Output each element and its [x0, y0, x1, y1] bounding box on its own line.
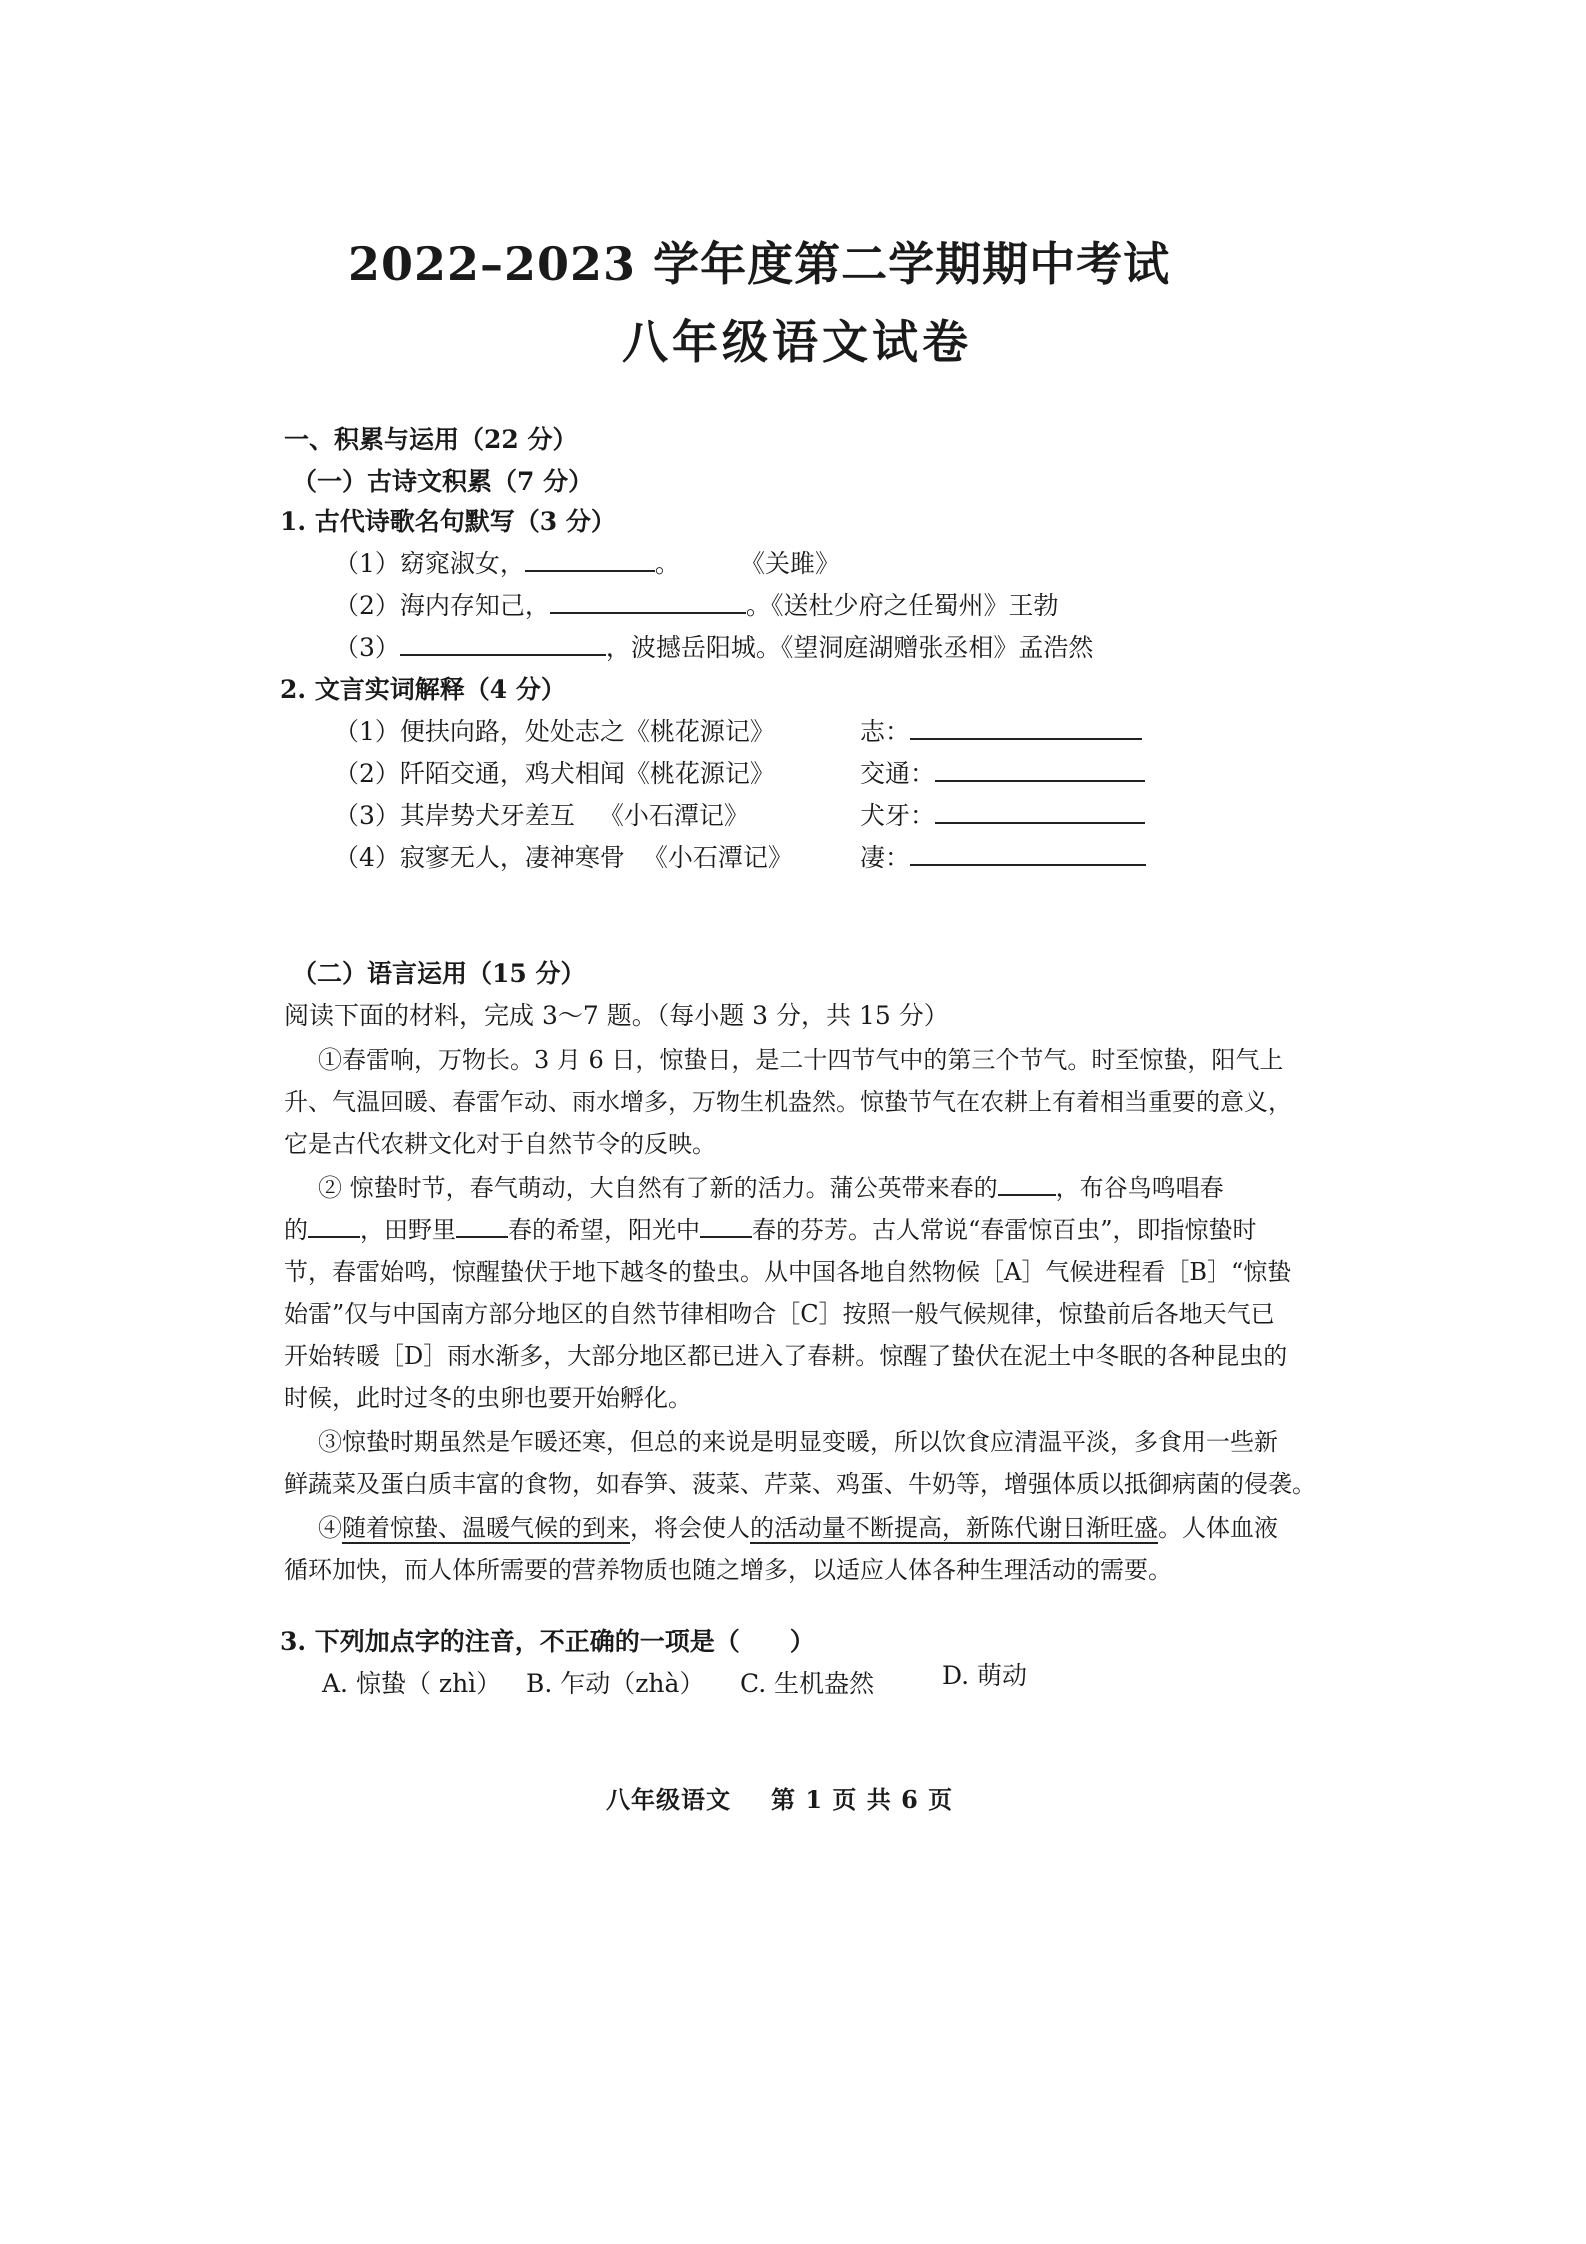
underlined-phrase: 的活动量不断提高，新陈代谢日渐旺盛 — [750, 1514, 1158, 1542]
q2-item-source: 《桃花源记》 — [624, 717, 775, 746]
option-d[interactable]: D. 萌动 — [942, 1661, 1028, 1690]
q2-word-label: 凄： — [860, 843, 911, 872]
passage-line: 始雷”仅与中国南方部分地区的自然节律相吻合［C］按照一般气候规律，惊蛰前后各地天气已 — [284, 1300, 1275, 1328]
passage-text: 的 — [284, 1216, 308, 1244]
q2-word-label: 犬牙： — [860, 801, 936, 830]
answer-blank[interactable] — [935, 800, 1145, 824]
q1-item-tail: 。 — [654, 549, 680, 578]
passage-line — [318, 1168, 1224, 1203]
passage-text: ② 惊蛰时节，春气萌动，大自然有了新的活力。蒲公英带来春的 — [318, 1174, 998, 1202]
q1-item-tail: ，波撼岳阳城。 — [605, 633, 781, 662]
passage-blank[interactable] — [700, 1214, 752, 1238]
passage-line: 节，春雷始鸣，惊醒蛰伏于地下越冬的蛰虫。从中国各地自然物候［A］气候进程看［B］“惊蛰 — [284, 1258, 1292, 1286]
passage-line: 循环加快，而人体所需要的营养物质也随之增多，以适应人体各种生理活动的需要。 — [284, 1556, 1172, 1584]
q1-item-source: 《送杜少府之任蜀州》王勃 — [770, 591, 1059, 620]
q2-item-4 — [334, 838, 793, 874]
passage-text: ④ — [318, 1514, 342, 1542]
q2-item-text: （1）便扶向路，处处志之 — [334, 717, 625, 746]
q2-item-source: 《小石潭记》 — [598, 801, 749, 830]
q1-item-tail: 。 — [745, 591, 771, 620]
q2-word-1 — [860, 712, 1142, 748]
q2-item-source: 《桃花源记》 — [624, 759, 775, 788]
underlined-phrase: 随着惊蛰、温暖气候的到来 — [342, 1514, 630, 1542]
q2-word-3 — [860, 796, 1145, 832]
passage-line: 时候，此时过冬的虫卵也要开始孵化。 — [284, 1384, 692, 1412]
q2-item-3 — [334, 796, 749, 832]
answer-blank[interactable] — [910, 716, 1142, 740]
part-heading: （一）古诗文积累（7 分） — [292, 467, 594, 496]
q1-item-source: 《望洞庭湖赠张丞相》孟浩然 — [780, 633, 1094, 662]
option-b[interactable]: B. 乍动（zhà） — [526, 1669, 705, 1698]
passage-text: ，田野里 — [360, 1216, 456, 1244]
page-footer — [606, 1780, 953, 1815]
q2-item-text: （3）其岸势犬牙差互 — [334, 801, 575, 830]
answer-blank[interactable] — [910, 842, 1146, 866]
q2-word-label: 志： — [860, 717, 911, 746]
passage-line — [318, 1508, 1278, 1543]
passage-line: ①春雷响，万物长。3 月 6 日，惊蛰日，是二十四节气中的第三个节气。时至惊蛰，阳气上 — [318, 1046, 1284, 1074]
question-2-heading: 2. 文言实词解释（4 分） — [280, 675, 566, 704]
q1-item-label: （2）海内存知己， — [334, 591, 550, 620]
answer-blank[interactable] — [935, 758, 1145, 782]
part-heading: （二）语言运用（15 分） — [292, 959, 586, 988]
question-1-heading: 1. 古代诗歌名句默写（3 分） — [280, 507, 616, 536]
q2-word-label: 交通： — [860, 759, 936, 788]
q2-item-text: （4）寂寥无人，凄神寒骨 — [334, 843, 625, 872]
q1-item-2 — [334, 586, 1058, 622]
passage-blank[interactable] — [308, 1214, 360, 1238]
q2-item-1 — [334, 712, 775, 748]
passage-text: ，布谷鸟鸣唱春 — [1055, 1174, 1224, 1202]
passage-text: 春的芬芳。古人常说“春雷惊百虫”，即指惊蛰时 — [752, 1216, 1257, 1244]
q1-item-1 — [334, 544, 840, 580]
footer-page-number: 第 1 页 共 6 页 — [771, 1785, 954, 1814]
q1-item-label: （3） — [334, 633, 400, 662]
passage-line: 鲜蔬菜及蛋白质丰富的食物，如春笋、菠菜、芹菜、鸡蛋、牛奶等，增强体质以抵御病菌的侵袭。 — [284, 1470, 1316, 1498]
passage-line — [284, 1210, 1257, 1245]
question-3-stem: 3. 下列加点字的注音，不正确的一项是（ ） — [280, 1627, 815, 1656]
q1-item-3 — [334, 628, 1093, 664]
section-heading: 一、积累与运用（22 分） — [284, 425, 578, 454]
q2-item-2 — [334, 754, 775, 790]
passage-line: 升、气温回暖、春雷乍动、雨水增多，万物生机盎然。惊蛰节气在农耕上有着相当重要的意义， — [284, 1088, 1292, 1116]
passage-blank[interactable] — [998, 1172, 1056, 1196]
passage-text: 。人体血液 — [1158, 1514, 1278, 1542]
answer-blank[interactable] — [400, 632, 606, 656]
answer-blank[interactable] — [550, 590, 746, 614]
q2-word-2 — [860, 754, 1145, 790]
reading-instructions: 阅读下面的材料，完成 3～7 题。（每小题 3 分，共 15 分） — [284, 1001, 949, 1030]
option-c[interactable]: C. 生机盎然 — [740, 1669, 875, 1698]
q2-item-source: 《小石潭记》 — [642, 843, 793, 872]
q1-item-label: （1）窈窕淑女， — [334, 549, 525, 578]
passage-line: 开始转暖［D］雨水渐多，大部分地区都已进入了春耕。惊醒了蛰伏在泥土中冬眠的各种昆虫的 — [284, 1342, 1288, 1370]
passage-blank[interactable] — [456, 1214, 508, 1238]
passage-text: ，将会使人 — [630, 1514, 750, 1542]
answer-blank[interactable] — [525, 548, 655, 572]
q1-item-source: 《关雎》 — [739, 549, 840, 578]
exam-subtitle: 八年级语文试卷 — [622, 315, 972, 369]
exam-title: 2022–2023 学年度第二学期期中考试 — [348, 237, 1171, 291]
passage-text: 春的希望，阳光中 — [508, 1216, 700, 1244]
passage-line: ③惊蛰时期虽然是乍暖还寒，但总的来说是明显变暖，所以饮食应清温平淡，多食用一些新 — [318, 1428, 1278, 1456]
footer-subject: 八年级语文 — [606, 1785, 731, 1814]
passage-line: 它是古代农耕文化对于自然节令的反映。 — [284, 1130, 716, 1158]
option-a[interactable]: A. 惊蛰（ zhì） — [322, 1669, 502, 1698]
q2-word-4 — [860, 838, 1146, 874]
q2-item-text: （2）阡陌交通，鸡犬相闻 — [334, 759, 625, 788]
